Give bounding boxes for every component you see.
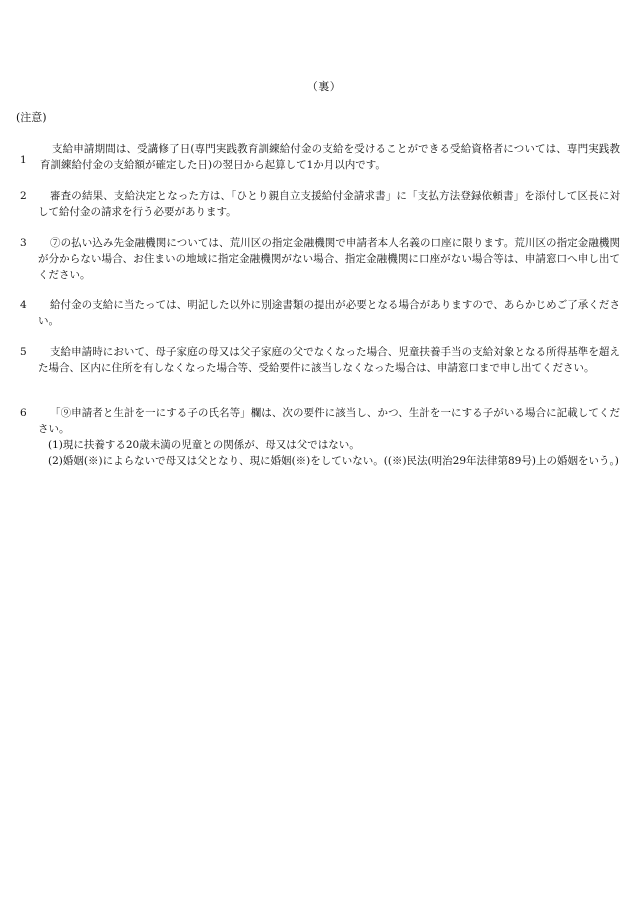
- sub-item-label: (1): [48, 439, 63, 451]
- sub-item-1: [48, 437, 620, 453]
- note-number: 3: [20, 237, 27, 249]
- note-number: 1: [20, 154, 27, 166]
- sub-item-label: (2): [48, 455, 63, 467]
- page-heading: （裏）: [306, 80, 342, 93]
- note-number: 2: [20, 190, 27, 202]
- sub-list: [40, 437, 620, 469]
- note-text: 支給申請時において、母子家庭の母又は父子家庭の父でなくなった場合、児童扶養手当の支給対象となる所得基準を超えた場合、区内に住所を有しなくなった場合等、受給要件に該当しなくなった場合は、申請窓口まで申し出てください。: [38, 346, 620, 374]
- sub-item-2: [48, 453, 620, 469]
- note-text: 給付金の支給に当たっては、明記した以外に別途書類の提出が必要となる場合がありますので、あらかじめご了承ください。: [38, 299, 620, 327]
- sub-item-text: 婚姻(※)によらないで母又は父となり、現に婚姻(※)をしていない。((※)民法(明治29年法律第89号)上の婚姻をいう。): [62, 455, 619, 467]
- sub-item-text: 現に扶養する20歳未満の児童との関係が、母又は父ではない。: [62, 439, 360, 451]
- note-item-5: [20, 344, 620, 376]
- note-text: 審査の結果、支給決定となった方は、「ひとり親自立支援給付金請求書」に「支払方法登録依頼書」を添付して区長に対して給付金の請求を行う必要があります。: [38, 190, 620, 218]
- note-item-3: [20, 235, 620, 283]
- note-number: 6: [20, 407, 27, 419]
- note-text: 「⑨申請者と生計を一にする子の氏名等」欄は、次の要件に該当し、かつ、生計を一にする子がいる場合に記載してください。: [38, 407, 620, 435]
- note-text: ⑦の払い込み先金融機関については、荒川区の指定金融機関で申請者本人名義の口座に限ります。荒川区の指定金融機関が分からない場合、お住まいの地域に指定金融機関がない場合、指定金融機関に口座がない場合等は、申請窓口へ申し出てください。: [38, 237, 620, 281]
- note-item-1: [20, 141, 620, 173]
- note-number: 5: [20, 346, 27, 358]
- note-text: 支給申請期間は、受講修了日(専門実践教育訓練給付金の支給を受けることができる受給資格者については、専門実践教育訓練給付金の支給額が確定した日)の翌日から起算して1か月以内です。: [40, 143, 620, 171]
- notes-title: (注意): [16, 111, 47, 124]
- note-item-6: [20, 405, 620, 469]
- note-item-2: [20, 188, 620, 220]
- note-number: 4: [20, 299, 27, 311]
- note-item-4: [20, 297, 620, 329]
